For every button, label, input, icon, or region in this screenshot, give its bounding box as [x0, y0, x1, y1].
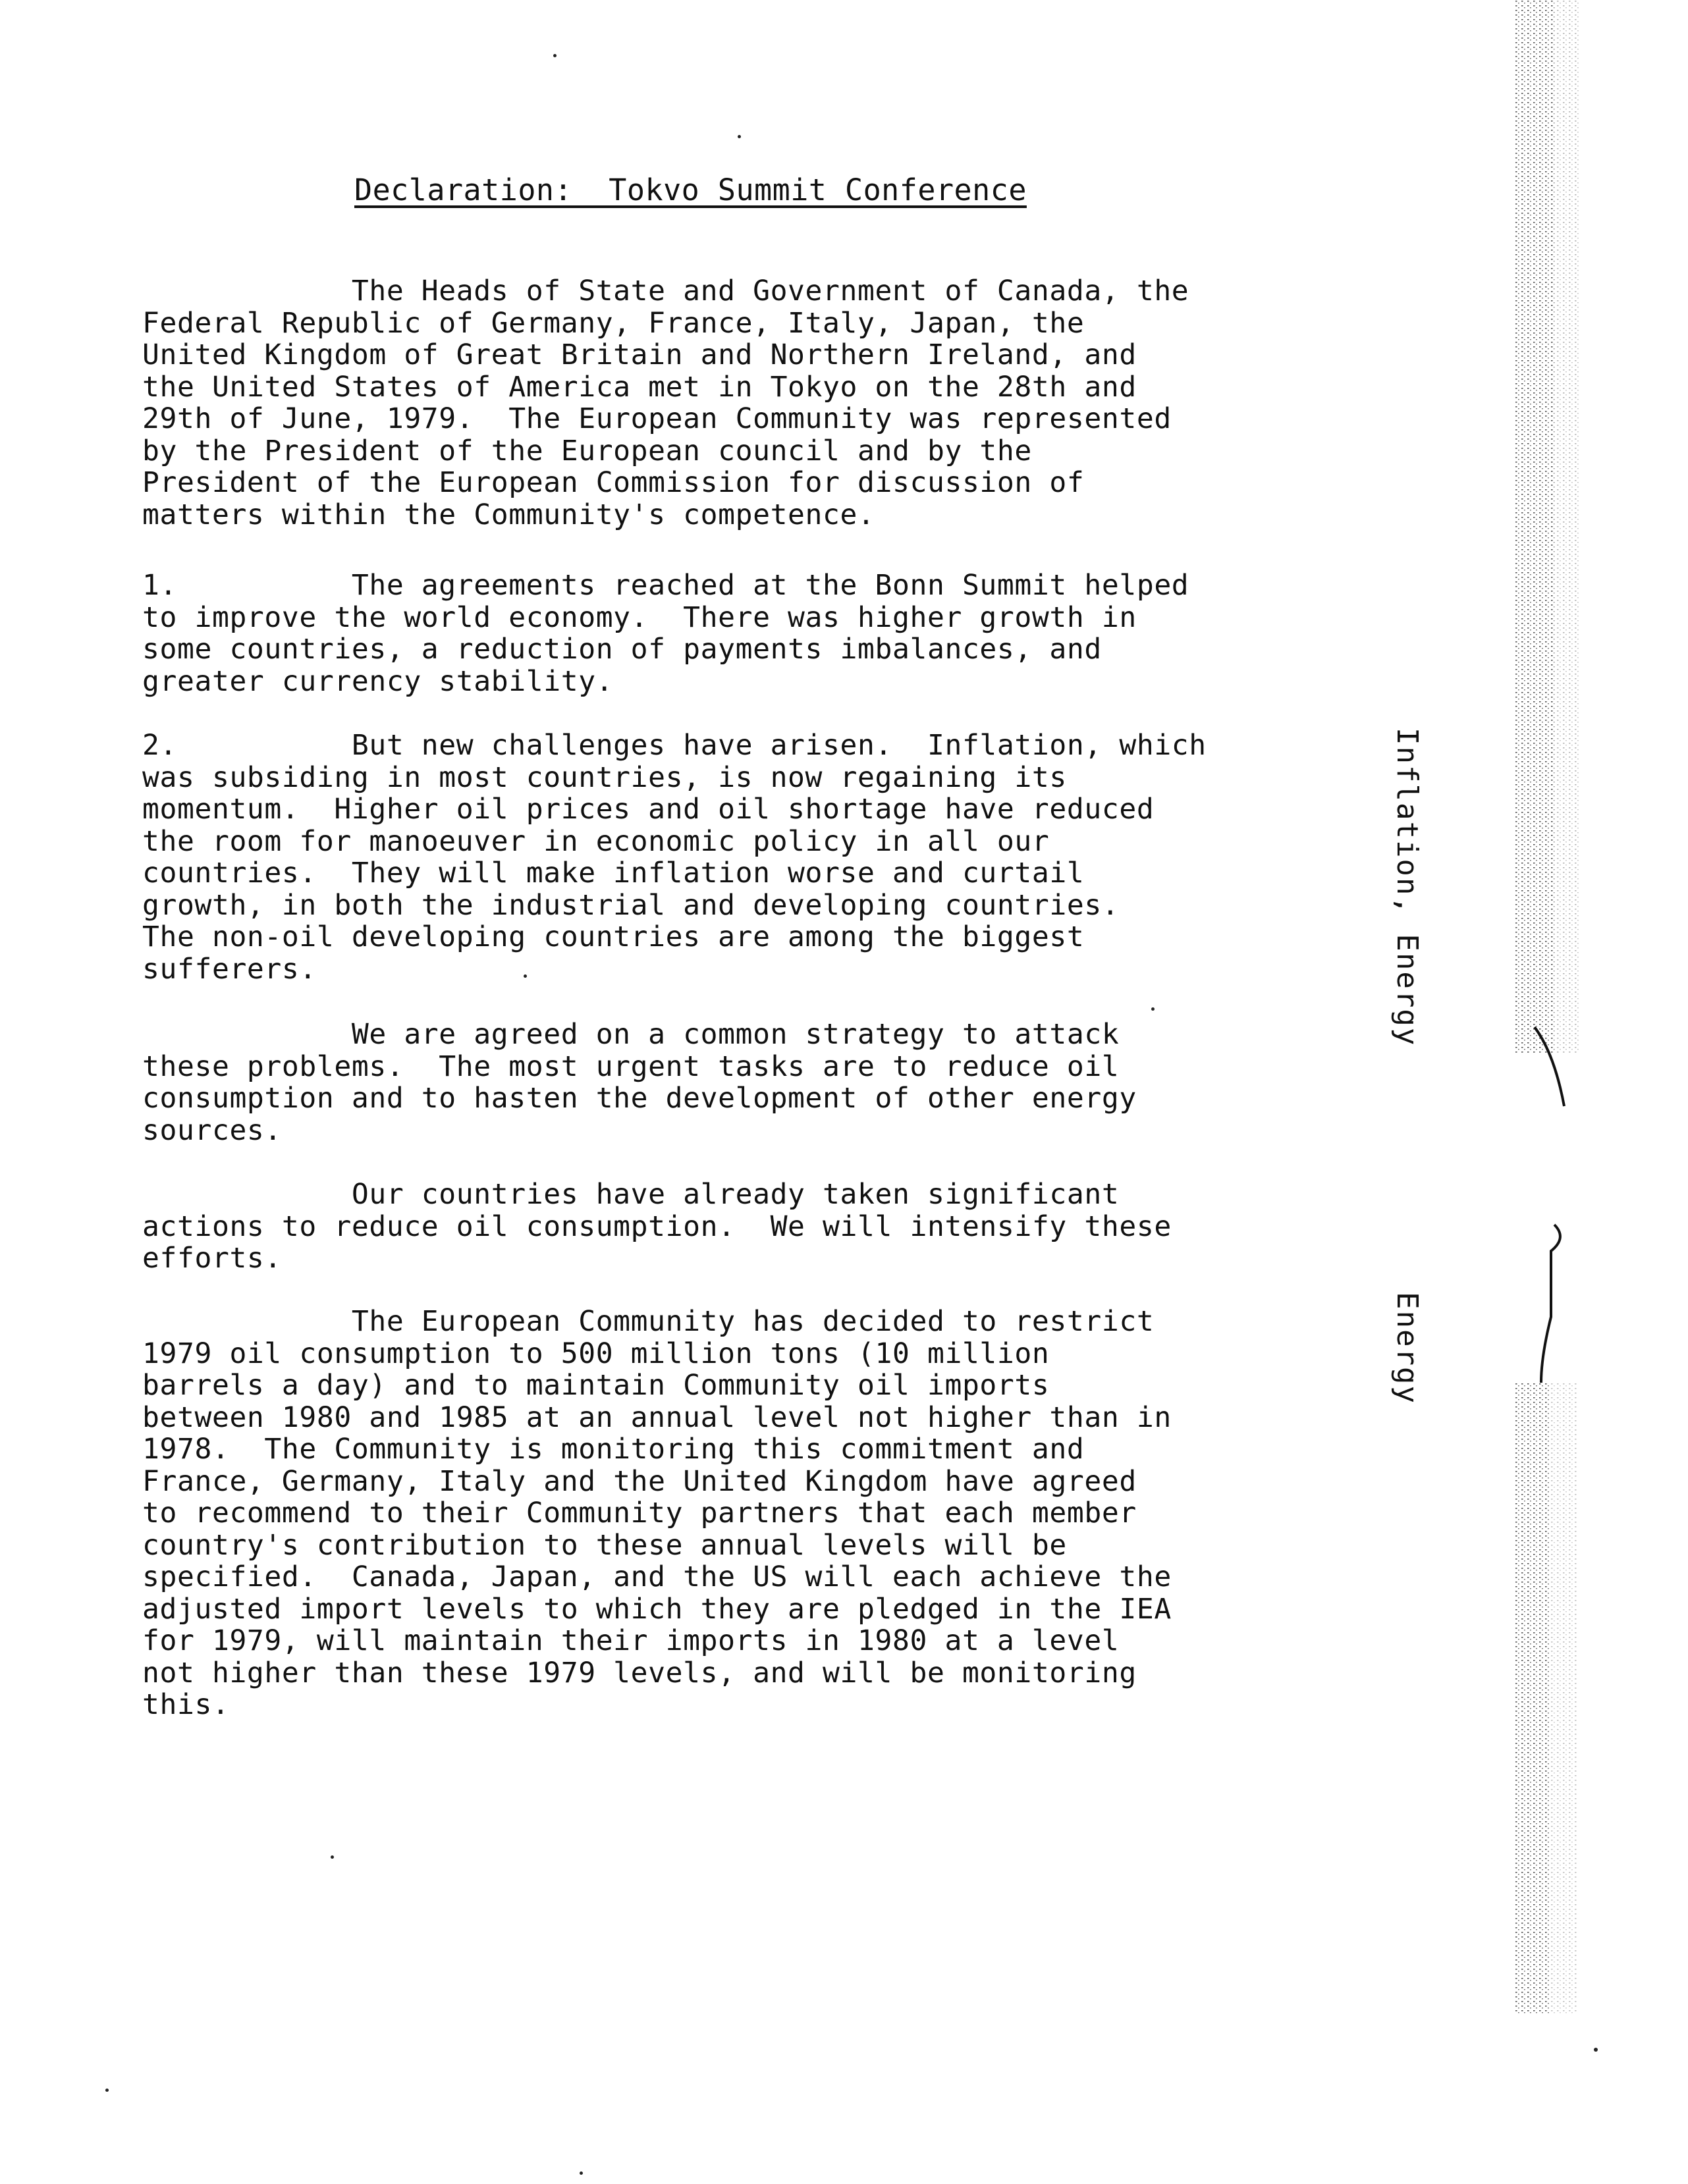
- binding-edge-scan: [1515, 0, 1594, 2015]
- scan-speck: [331, 1855, 334, 1859]
- paragraph-european-community: The European Community has decided to restrict 1979 oil consumption to 500 million tons (10 million barrels a day) and to maintain Community oil imports between 1980 and 1985 at an annual level not higher than in 1978. The Community is monitoring this commitment and France, Germany, Italy and the United Kingdom have agreed to recommend to their Community partners that each member country's contribution to these annual levels will be specified. Canada, Japan, and the US will each achieve the adjusted import levels to which they are pledged in the IEA for 1979, will maintain their imports in 1980 at a level not higher than these 1979 levels, and will be monitoring this.: [142, 1305, 1172, 1721]
- scan-speck: [580, 2171, 583, 2175]
- paragraph-strategy: We are agreed on a common strategy to attack these problems. The most urgent tasks are to reduce oil consumption and to hasten the development of other energy sources.: [142, 1018, 1137, 1147]
- scan-speck: [524, 974, 527, 978]
- margin-note-energy: Energy: [1390, 1292, 1424, 1404]
- scan-speck: [1151, 1007, 1155, 1011]
- scan-speck: [553, 54, 557, 57]
- paragraph-intro: The Heads of State and Government of Canada, the Federal Republic of Germany, France, Italy, Japan, the United Kingdom of Great Britain and Northern Ireland, and the United States of America met in Tokyo on the 28th and 29th of June, 1979. The European Community was represented by the President of the European council and by the President of the European Commission for discussion of matters within the Community's competence.: [142, 275, 1189, 531]
- scan-speck: [738, 135, 741, 138]
- paragraph-actions: Our countries have already taken significant actions to reduce oil consumption. We will intensify these efforts.: [142, 1178, 1172, 1275]
- scan-speck: [105, 2089, 109, 2092]
- paragraph-1: 1. The agreements reached at the Bonn Summit helped to improve the world economy. There was higher growth in some countries, a reduction of payments imbalances, and greater currency stability.: [142, 569, 1189, 698]
- scan-speck: [1594, 2048, 1598, 2052]
- margin-note-inflation-energy: Inflation, Energy: [1390, 728, 1424, 1047]
- paragraph-2: 2. But new challenges have arisen. Inflation, which was subsiding in most countries, is now regaining its momentum. Higher oil prices and oil shortage have reduced the room for manoeuver in economic policy in all our countries. They will make inflation worse and curtail growth, in both the industrial and developing countries. The non-oil developing countries are among the biggest sufferers.: [142, 729, 1207, 986]
- page-title: Declaration: Tokvo Summit Conference: [354, 173, 1027, 207]
